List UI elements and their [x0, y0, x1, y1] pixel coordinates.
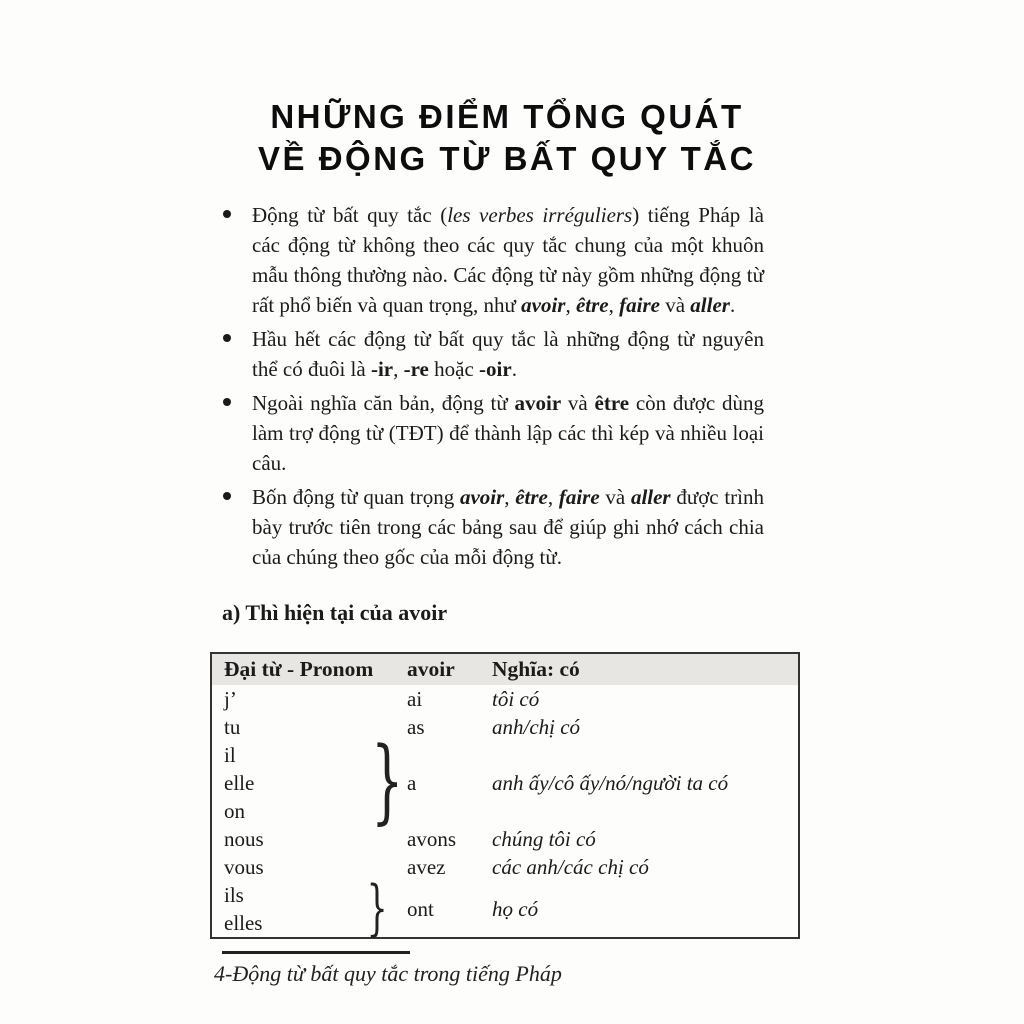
grouping-brace: }	[371, 727, 404, 835]
text-segment: -ir	[370, 357, 394, 381]
pronoun: on	[224, 799, 245, 823]
page-title	[212, 96, 802, 180]
text-segment: hoặc	[428, 357, 480, 381]
text-segment: avoir	[521, 293, 566, 317]
text-segment: ,	[504, 485, 516, 509]
bullet-list	[212, 200, 764, 576]
text-segment: -oir	[479, 357, 512, 381]
table-body	[212, 685, 798, 943]
bullet-dot-icon	[223, 334, 231, 342]
text-segment: ,	[547, 485, 559, 509]
footer-rule	[222, 951, 410, 954]
table-header-row	[212, 654, 798, 685]
text-segment: Động từ bất quy tắc (	[252, 203, 448, 227]
text-segment: còn được dùng làm trợ động từ (TĐT) để thành lập các thì kép và nhiều loại câu.	[252, 391, 764, 475]
footer-text: 4-Động từ bất quy tắc trong tiếng Pháp	[214, 961, 562, 986]
pronoun-cell	[224, 825, 407, 853]
book-page	[212, 0, 802, 1024]
text-segment: faire	[558, 485, 600, 509]
pronoun: vous	[224, 855, 264, 879]
text-segment: -re	[403, 357, 429, 381]
text-segment: aller	[690, 293, 730, 317]
table-row	[212, 825, 798, 853]
bullet-item	[212, 324, 764, 384]
pronoun: elle	[224, 771, 255, 795]
bullet-item	[212, 388, 764, 478]
text-segment: .	[511, 357, 517, 381]
grouping-brace: }	[366, 872, 388, 943]
verb-cell: as	[407, 714, 425, 739]
bullet-item	[212, 200, 764, 320]
pronoun: ils	[224, 883, 244, 907]
text-segment: être	[575, 293, 609, 317]
text-segment: Ngoài nghĩa căn bản, động từ	[252, 391, 515, 415]
table-header-pronoun: Đại từ - Pronom	[224, 657, 374, 681]
meaning-cell: anh ấy/cô ấy/nó/người ta có	[492, 770, 729, 795]
page-footer	[214, 951, 562, 987]
text-segment: và	[561, 391, 595, 415]
meaning-cell: anh/chị có	[492, 714, 581, 739]
table-header-verb: avoir	[407, 657, 455, 681]
pronoun: elles	[224, 911, 263, 935]
table-header-meaning: Nghĩa: có	[492, 657, 580, 681]
pronoun-cell	[224, 685, 407, 713]
text-segment: faire	[619, 293, 660, 317]
table-row	[212, 853, 798, 881]
text-segment: và	[659, 293, 691, 317]
text-segment: les verbes irréguliers	[447, 203, 633, 227]
text-segment: .	[729, 293, 736, 317]
text-segment: được trình bày trước tiên trong các bảng sau để giúp ghi nhớ cách chia của chúng theo gốc của mỗi động từ.	[252, 485, 765, 569]
table-row	[212, 685, 798, 713]
text-segment: Hầu hết các động từ bất quy tắc là những động từ nguyên thể có đuôi là	[252, 327, 764, 381]
text-segment: avoir	[459, 485, 505, 509]
conjugation-table	[210, 652, 800, 943]
text-segment: être	[515, 485, 548, 509]
pronoun: j’	[224, 687, 237, 711]
verb-cell: avez	[407, 854, 446, 879]
verb-cell: avons	[407, 826, 456, 851]
meaning-cell: tôi có	[492, 686, 540, 711]
meaning-cell: các anh/các chị có	[492, 854, 649, 879]
text-segment: ,	[393, 357, 404, 381]
text-segment: avoir	[514, 391, 562, 415]
meaning-cell: chúng tôi có	[492, 826, 596, 851]
table-row	[212, 872, 798, 943]
verb-cell: a	[407, 770, 417, 795]
text-segment: ) tiếng Pháp là các động từ không theo các quy tắc chung của một khuôn mẫu thông thường nào. Các động từ này gồm những động từ rất phổ biến và quan trọng, như	[252, 203, 764, 317]
pronoun: tu	[224, 715, 241, 739]
bullet-dot-icon	[223, 398, 231, 406]
page-title-line2: VỀ ĐỘNG TỪ BẤT QUY TẮC	[258, 140, 756, 177]
bullet-dot-icon	[223, 210, 231, 218]
section-heading: a) Thì hiện tại của avoir	[222, 600, 448, 625]
text-segment: Bốn động từ quan trọng	[252, 485, 460, 509]
text-segment: être	[594, 391, 630, 415]
table-row	[212, 713, 798, 741]
pronoun: il	[224, 743, 236, 767]
bullet-item	[212, 482, 764, 572]
meaning-cell: họ có	[492, 896, 539, 921]
text-segment: ,	[565, 293, 576, 317]
bullet-dot-icon	[223, 492, 231, 500]
verb-cell: ai	[407, 686, 423, 711]
page-title-line1: NHỮNG ĐIỂM TỔNG QUÁT	[270, 98, 744, 135]
text-segment: và	[599, 485, 631, 509]
text-segment: ,	[608, 293, 620, 317]
pronoun: nous	[224, 827, 264, 851]
verb-cell: ont	[407, 896, 434, 921]
text-segment: aller	[630, 485, 671, 509]
